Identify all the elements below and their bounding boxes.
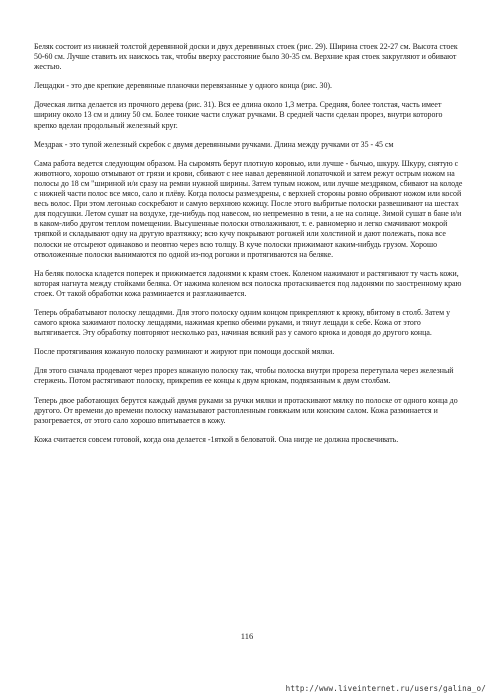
paragraph: Теперь двое работающих берутся каждый двумя руками за ручки мялки и протаскивают мялку по полоске от одного конца до другого. От времени до времени полоску намазывают растопленным говяжьим или конским салом. Кожа разминается и разогревается, от этого сало хорошо впитывается в кожу.: [34, 395, 458, 425]
page-number: 116: [240, 631, 254, 641]
paragraph: Теперь обрабатывают полоску лещадями. Для этого полоску одним концом прикрепляют к крюку, вбитому в столб. Затем у самого крюка зажимают полоску лещадями, нажимая крепко обеими руками, и тянут лещади к себе. Кожа от этого вытягивается. Эту обработку повторяют несколько раз, начиная всякий раз у самого крюка и доводя до другого конца.: [34, 307, 451, 338]
paragraph: Кожа считается совсем готовой, когда она делается -1яткой в беловатой. Она нигде не должна просвечивать.: [34, 434, 399, 444]
page-body: [34, 42, 464, 454]
paragraph: Сама работа ведется следующим образом. На сыромять берут плотную коровью, или лучше - бычью, шкуру. Шкуру, снятую с животного, хорошо отмывают от грязи и крови, сбивают с нее навал деревянной лопаточкой и затем режут острым ножом на полосы до 18 см "шириной и/и сразу на ремни нужной ширины. Затем тупым ножом, или лучше мездряком, сбивают на колоде с нижней части полос все мясо, сало и плёву. Когда полосы размездрены, с верхней стороны ровно обривают ножом или косой весь волос. При этом легонько соскребают и самую верхнюю кожицу. После этого выбритые полоски развешивают на шестах для подсушки. Летом сушат на воздухе, где-нибудь под навесом, но непременно в тени, а не на солнце. Зимой сушат в бане и/и в каком-либо другом теплом помещении. Высушенные полоски отволаживают, т. е. равномерно и легко смачивают мокрой тряпкой и складывают одну на другую вразтяжку; всю кучу покрывают рогожей или холстиной и дают полежать, пока все полоски не отсыреют одинаково и пеовтно через всю толщу. В куче полоски прижимают каким-нибудь грузом. Хорошо отволоженные полоски вынимаются по одной из-под рогожи и протягиваются на беляке.: [34, 158, 463, 259]
paragraph: Лещадки - это две крепкие деревянные планочки перевязанные у одного конца (рис. 30).: [34, 81, 333, 91]
paragraph: На беляк полоска кладется поперек и прижимается ладонями к краям стоек. Коленом нажимают и растягивают ту часть кожи, которая нагнута между стойками беляка. От нажима коленом вся полоска протаскивается под ладонями по заостренному краю стоек. От такой обработки кожа разминается и разглаживается.: [34, 268, 462, 298]
paragraph: Доческая литка делается из прочного дерева (рис. 31). Вся ее длина около 1,3 метра. Средняя, более толстая, часть имеет ширину около 13 см и длину 50 см. Более тонкие части служат ручками. В средней части сделан прорез, внутри которого крепко вделан продольный железный круг.: [34, 100, 443, 130]
paragraph: Беляк состоит из нижней толстой деревянной доски и двух деревянных стоек (рис. 29). Ширина стоек 22-27 см. Высота стоек 50-60 см. Лучше ставить их наискось так, чтобы вверху расстояние было 30-35 см. Верхние края стоек закругляют и обивают жестью.: [34, 42, 458, 72]
watermark-url: http://www.liveinternet.ru/users/galina_o/: [285, 684, 486, 693]
paragraph: После протягивания кожаную полоску разминают и жируют при помощи досской мялки.: [34, 347, 335, 357]
paragraph: Для этого сначала продевают через прорез кожаную полоску так, чтобы полоска внутри прореза перетупала через железный стержень. Потом растягивают полоску, прикрепив ее концы к двум крюкам, подвязанным к двум столбам.: [34, 366, 454, 386]
paragraph: Мездрак - это тупой железный скребок с двумя деревянными ручками. Длина между ручками от 35 - 45 см: [34, 139, 394, 149]
